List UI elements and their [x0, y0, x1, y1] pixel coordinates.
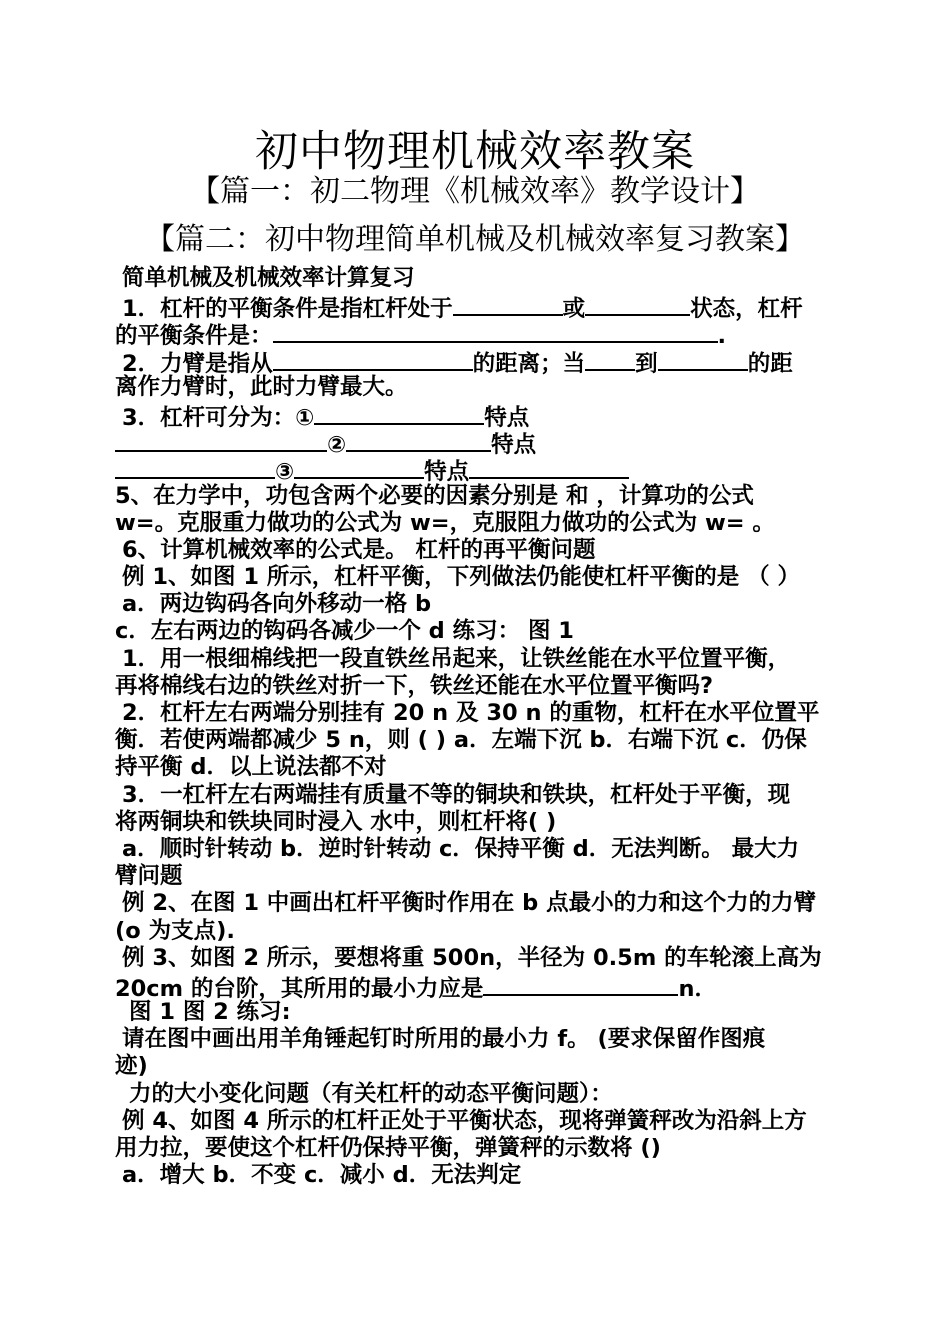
text-run: 20cm 的台阶，其所用的最小力应是	[115, 975, 484, 1002]
body-line: 5、在力学中，功包含两个必要的因素分别是 和 ，计算功的公式	[115, 482, 754, 509]
text-run: 或	[562, 296, 586, 323]
body-line: 6、计算机械效率的公式是。 杠杆的再平衡问题	[122, 536, 596, 563]
text-run: .	[717, 323, 727, 350]
body-line: a．两边钩码各向外移动一格 b	[122, 591, 432, 618]
text-run: 的平衡条件是：	[115, 323, 273, 350]
text-run: 状态，杠杆	[690, 296, 803, 323]
body-line: 2．杠杆左右两端分别挂有 20 n 及 30 n 的重物，杠杆在水平位置平	[122, 700, 820, 726]
document-title: 初中物理机械效率教案	[255, 127, 695, 177]
body-line: (o 为支点).	[115, 917, 235, 944]
section-heading-1: 【篇一：初二物理《机械效率》教学设计】	[190, 174, 760, 209]
text-run: 特点	[491, 432, 537, 459]
blank-line	[483, 972, 678, 996]
blank-line	[453, 292, 563, 316]
body-line: 用力拉，要使这个杠杆仍保持平衡，弹簧秤的示数将 ()	[115, 1135, 661, 1161]
blank-line	[469, 455, 629, 479]
document-body	[115, 265, 845, 1189]
body-line	[115, 401, 845, 431]
body-line: 例 2、在图 1 中画出杠杆平衡时作用在 b 点最小的力和这个力的力臂	[122, 890, 817, 917]
text-run: ②	[327, 432, 347, 459]
body-line	[115, 972, 845, 1002]
text-run: n．	[678, 975, 717, 1002]
blank-line	[658, 347, 748, 371]
blank-line	[273, 347, 473, 371]
body-line: 1．用一根细棉线把一段直铁丝吊起来，让铁丝能在水平位置平衡，	[122, 645, 791, 672]
blank-line	[585, 347, 635, 371]
text-run: 2．力臂是指从	[122, 350, 273, 377]
blank-line	[314, 401, 484, 425]
blank-line	[115, 455, 275, 479]
body-line	[115, 292, 845, 323]
body-line	[115, 428, 845, 459]
body-line: 请在图中画出用羊角锤起钉时所用的最小力 f。 (要求保留作图痕	[122, 1026, 766, 1053]
body-line	[115, 455, 845, 486]
body-line: 臂问题	[115, 863, 183, 890]
body-line: 持平衡 d．以上说法都不对	[115, 754, 387, 781]
body-line: 例 3、如图 2 所示，要想将重 500n，半径为 0.5m 的车轮滚上高为	[122, 944, 822, 971]
body-line: w=。克服重力做功的公式为 w=，克服阻力做功的公式为 w= 。	[115, 509, 775, 536]
blank-line	[585, 292, 690, 316]
body-line: 离作力臂时，此时力臂最大。	[115, 373, 408, 400]
text-run: 特点	[424, 459, 470, 486]
body-line	[115, 347, 845, 377]
text-run: ③	[275, 459, 295, 486]
body-line: a．增大 b．不变 c．减小 d．无法判定	[122, 1162, 522, 1189]
text-run: 的距	[747, 350, 793, 377]
body-line: c．左右两边的钩码各减少一个 d 练习： 图 1	[115, 618, 574, 645]
body-line	[115, 319, 845, 350]
text-run: 特点	[484, 404, 530, 431]
text-run: 3．杠杆可分为：①	[122, 404, 315, 431]
blank-line	[273, 319, 718, 343]
body-line: 衡．若使两端都减少 5 n，则 ( ) a．左端下沉 b．右端下沉 c．仍保	[115, 727, 807, 754]
body-line: a．顺时针转动 b．逆时针转动 c．保持平衡 d．无法判断。 最大力	[122, 835, 800, 862]
body-line: 力的大小变化问题（有关杠杆的动态平衡问题）：	[129, 1080, 613, 1107]
blank-line	[346, 428, 491, 452]
body-line: 例 1、如图 1 所示，杠杆平衡，下列做法仍能使杠杆平衡的是 （ ）	[122, 564, 800, 591]
body-line: 将两铜块和铁块同时浸入 水中，则杠杆将( )	[115, 808, 557, 835]
text-run: 1．杠杆的平衡条件是指杠杆处于	[122, 296, 453, 323]
blank-line	[115, 428, 327, 452]
blank-line	[294, 455, 424, 479]
section-heading-2: 【篇二：初中物理简单机械及机械效率复习教案】	[145, 222, 805, 257]
body-line: 简单机械及机械效率计算复习	[122, 265, 415, 291]
text-run: 的距离；当	[472, 350, 586, 377]
body-line: 再将棉线右边的铁丝对折一下，铁丝还能在水平位置平衡吗?	[115, 672, 714, 699]
body-line: 迹)	[115, 1053, 148, 1080]
body-line: 例 4、如图 4 所示的杠杆正处于平衡状态，现将弹簧秤改为沿斜上方	[122, 1107, 807, 1134]
text-run: 到	[635, 350, 658, 377]
body-line: 图 1 图 2 练习:	[129, 999, 291, 1026]
body-line: 3．一杠杆左右两端挂有质量不等的铜块和铁块，杠杆处于平衡，现	[122, 781, 791, 808]
